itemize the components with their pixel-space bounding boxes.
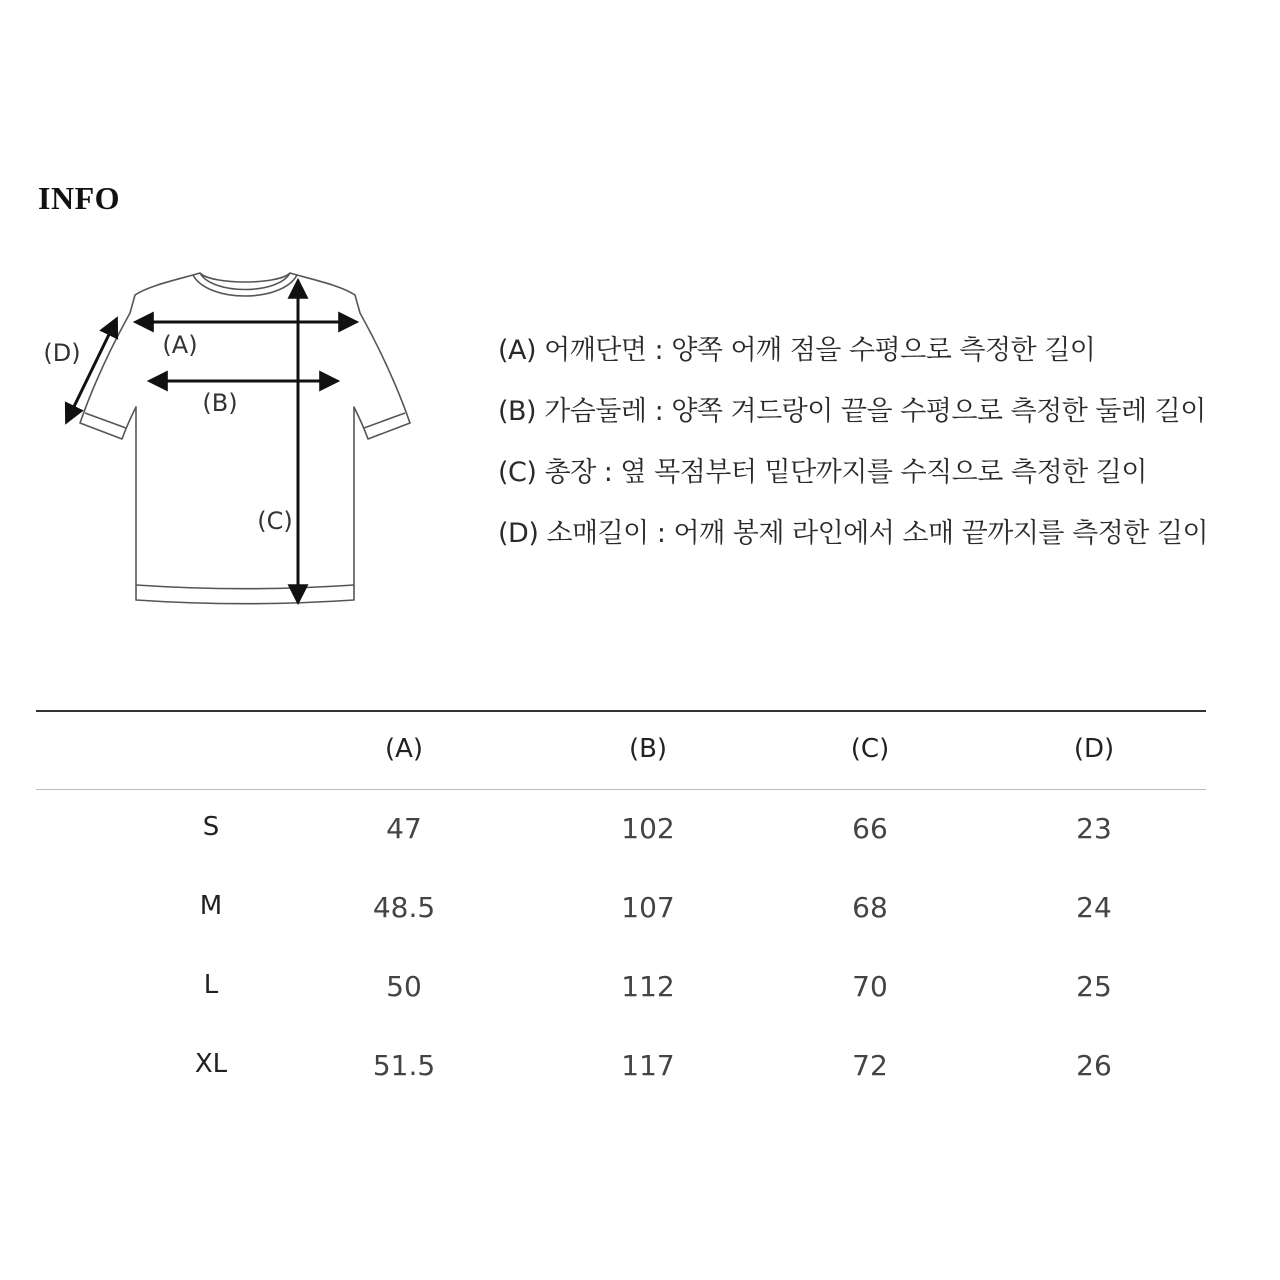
cell-d: 25: [1076, 970, 1112, 1003]
cell-b: 112: [621, 970, 675, 1003]
header-b: (B): [628, 734, 668, 764]
row-size-label: XL: [194, 1049, 228, 1079]
cell-d: 23: [1076, 812, 1112, 845]
row-size-label: L: [203, 970, 219, 1000]
header-c: (C): [850, 734, 890, 764]
label-a: (A): [162, 331, 198, 359]
cell-b: 117: [621, 1049, 675, 1082]
measure-d-arrow: [67, 320, 116, 421]
legend-a: (A) 어깨단면 : 양쪽 어깨 점을 수평으로 측정한 길이: [498, 335, 1096, 366]
page-title: INFO: [38, 180, 120, 216]
cell-c: 70: [852, 970, 888, 1003]
row-size-label: M: [199, 891, 223, 921]
tshirt-measurement-diagram: [30, 255, 430, 625]
cell-a: 51.5: [372, 1049, 436, 1082]
label-d: (D): [43, 339, 81, 367]
cell-d: 24: [1076, 891, 1112, 924]
cell-a: 47: [386, 812, 422, 845]
cell-c: 66: [852, 812, 888, 845]
table-header-rule: [36, 789, 1206, 790]
cell-a: 50: [386, 970, 422, 1003]
cell-c: 68: [852, 891, 888, 924]
legend-b: (B) 가슴둘레 : 양쪽 겨드랑이 끝을 수평으로 측정한 둘레 길이: [498, 396, 1206, 427]
header-a: (A): [384, 734, 424, 764]
legend-d: (D) 소매길이 : 어깨 봉제 라인에서 소매 끝까지를 측정한 길이: [498, 518, 1209, 549]
row-size-label: S: [202, 812, 220, 842]
cell-c: 72: [852, 1049, 888, 1082]
cell-b: 107: [621, 891, 675, 924]
header-d: (D): [1073, 734, 1115, 764]
cell-a: 48.5: [372, 891, 436, 924]
table-top-rule: [36, 710, 1206, 712]
label-b: (B): [202, 389, 238, 417]
measurement-legend: [498, 330, 1208, 574]
cell-d: 26: [1076, 1049, 1112, 1082]
label-c: (C): [257, 507, 293, 535]
cell-b: 102: [621, 812, 675, 845]
legend-c: (C) 총장 : 옆 목점부터 밑단까지를 수직으로 측정한 길이: [498, 457, 1147, 488]
